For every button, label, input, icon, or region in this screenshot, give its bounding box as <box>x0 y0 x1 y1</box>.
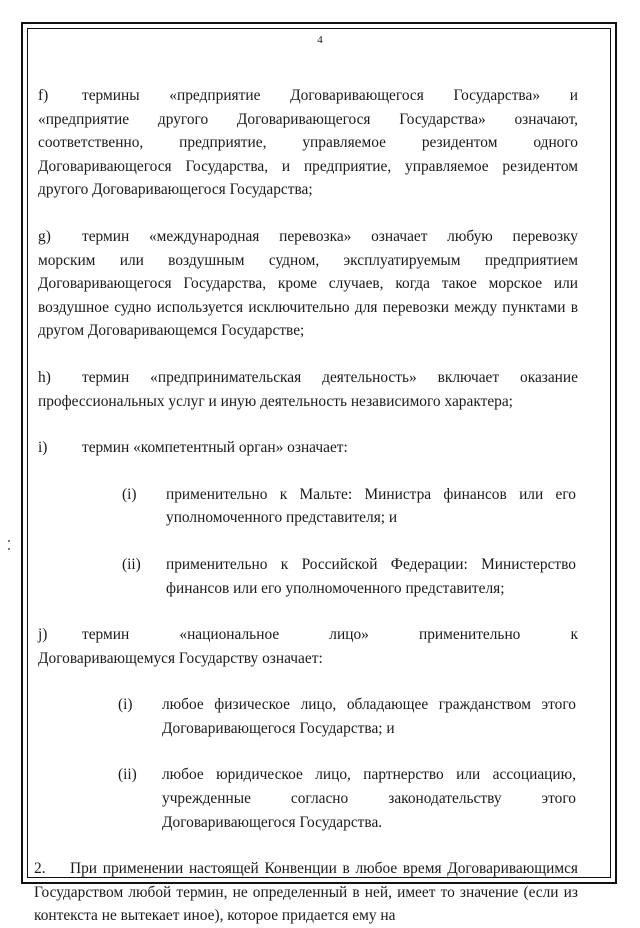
item-label: i) <box>38 439 48 457</box>
item-label: g) <box>38 227 51 245</box>
subitem-i-2 <box>122 553 576 600</box>
scan-artifact <box>8 548 10 550</box>
item-text-continuation: морским или воздушным судном, эксплуатируемым предприятием Договаривающегося Государства, кроме случаев, когда такое морское или воздушное судно используется исключительно для перевозки между пунктами в другом Договаривающемся Государстве; <box>38 251 578 340</box>
item-label: j) <box>38 626 48 644</box>
item-text-continuation: профессиональных услуг и иную деятельность независимого характера; <box>38 392 513 410</box>
item-text-first-line: термин «национальное лицо» применительно к <box>82 626 578 644</box>
item-text-continuation: «предприятие другого Договаривающегося Государства» означают, соответственно, предприятие, управляемое резидентом одного Договаривающегося Государства, и предприятие, управляемое резидентом другого Договаривающегося Государства; <box>38 110 578 199</box>
item-label: f) <box>38 87 49 104</box>
page-number: 4 <box>317 34 323 46</box>
subitem-number: (ii) <box>118 766 137 784</box>
definition-f <box>38 84 578 202</box>
item-text-first-line: термины «предприятие Договаривающегося Государства» и <box>82 87 578 104</box>
definition-h <box>38 366 578 413</box>
item-text-continuation: Договаривающемуся Государству означает: <box>38 649 323 667</box>
subitem-number: (ii) <box>122 555 141 573</box>
item-text-first-line: термин «предпринимательская деятельность» включает оказание <box>82 368 578 386</box>
subitem-number: (i) <box>118 696 133 714</box>
subitem-text: любое юридическое лицо, партнерство или ассоциацию, учрежденные согласно законодательству этого Договаривающегося Государства. <box>162 766 576 831</box>
definition-g <box>38 225 578 343</box>
subitem-j-1 <box>118 693 576 740</box>
subitem-text: применительно к Российской Федерации: Министерство финансов или его уполномоченного представителя; <box>166 555 576 597</box>
subitem-j-2 <box>118 763 576 834</box>
scan-artifact <box>8 540 10 542</box>
paragraph-number: 2. <box>34 860 46 878</box>
definition-i <box>38 436 578 460</box>
subitem-i-1 <box>122 483 576 530</box>
document-body <box>34 84 578 928</box>
item-label: h) <box>38 368 51 386</box>
paragraph-text: При применении настоящей Конвенции в любое время Договаривающимся Государством любой термин, не определенный в ней, имеет то значение (если из контекста не вытекает иное), которое придается ему на <box>34 860 578 925</box>
item-text-first-line: термин «международная перевозка» означает любую перевозку <box>82 227 578 245</box>
subitem-text: применительно к Мальте: Министра финансов или его уполномоченного представителя; и <box>166 485 576 527</box>
item-text-first-line: термин «компетентный орган» означает: <box>82 439 348 457</box>
subitem-text: любое физическое лицо, обладающее гражданством этого Договаривающегося Государства; и <box>162 696 576 737</box>
definition-j <box>38 623 578 670</box>
subitem-number: (i) <box>122 485 137 503</box>
paragraph-2 <box>34 857 578 928</box>
